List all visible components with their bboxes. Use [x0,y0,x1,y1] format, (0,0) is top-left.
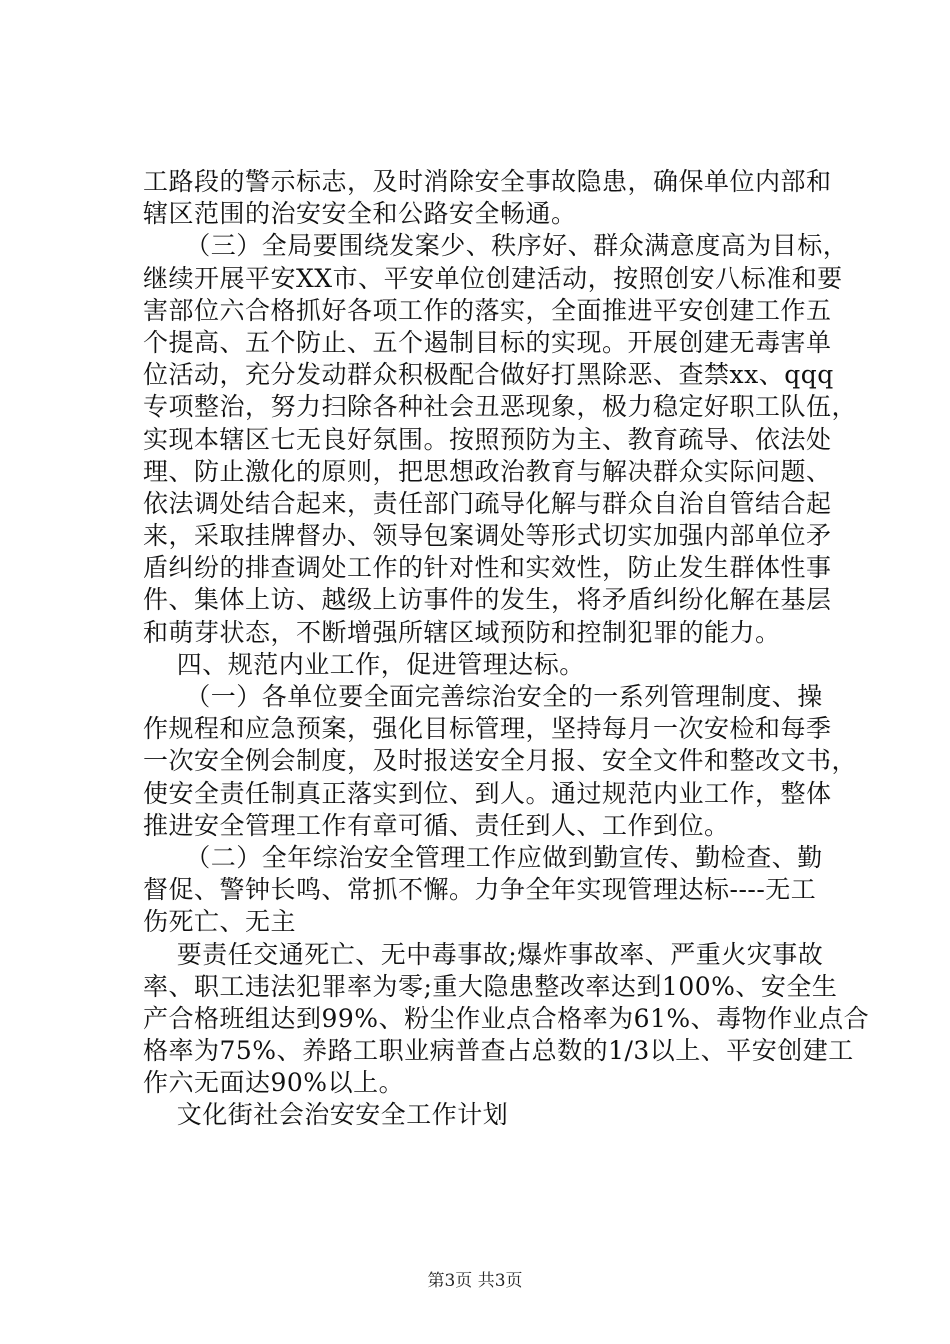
text-line: 害部位六合格抓好各项工作的落实，全面推进平安创建工作五 [143,295,832,325]
text-line: 辖区范围的治安安全和公路安全畅通。 [143,199,577,229]
text-line: 作六无面达90%以上。 [143,1068,405,1098]
section-heading: 四、规范内业工作，促进管理达标。 [143,649,585,679]
text-line: 专项整治，努力扫除各种社会丑恶现象，极力稳定好职工队伍， [143,392,858,422]
body-text [143,166,870,1132]
text-line: 伤死亡、无主 [143,907,297,937]
text-line: 推进安全管理工作有章可循、责任到人、工作到位。 [143,810,730,840]
text-line: 依法调处结合起来，责任部门疏导化解与群众自治自管结合起 [143,488,832,518]
text-line: 要责任交通死亡、无中毒事故;爆炸事故率、严重火灾事故 [143,939,824,969]
text-line: 一次安全例会制度，及时报送安全月报、安全文件和整改文书， [143,746,858,776]
text-line: 率、职工违法犯罪率为零;重大隐患整改率达到100%、安全生 [143,971,838,1001]
text-line: 来，采取挂牌督办、领导包案调处等形式切实加强内部单位矛 [143,521,832,551]
text-line: 件、集体上访、越级上访事件的发生，将矛盾纠纷化解在基层 [143,585,832,615]
text-line: 和萌芽状态，不断增强所辖区域预防和控制犯罪的能力。 [143,617,781,647]
text-line: 工路段的警示标志，及时消除安全事故隐患，确保单位内部和 [143,167,832,196]
text-line: （二）全年综治安全管理工作应做到勤宣传、勤检查、勤 [143,842,823,872]
text-line: 盾纠纷的排查调处工作的针对性和实效性，防止发生群体性事 [143,553,832,583]
text-line: 个提高、五个防止、五个遏制目标的实现。开展创建无毒害单 [143,327,832,357]
text-line: 格率为75%、养路工职业病普查占总数的1/3以上、平安创建工 [143,1036,854,1066]
page-footer [0,1270,950,1292]
text-line: 理、防止激化的原则，把思想政治教育与解决群众实际问题、 [143,456,832,486]
text-line: 继续开展平安XX市、平安单位创建活动，按照创安八标准和要 [143,263,843,293]
text-line: 督促、警钟长鸣、常抓不懈。力争全年实现管理达标----无工 [143,875,817,905]
text-line: 使安全责任制真正落实到位、到人。通过规范内业工作，整体 [143,778,832,808]
text-line: 产合格班组达到99%、粉尘作业点合格率为61%、毒物作业点合 [143,1003,870,1033]
text-line: 位活动，充分发动群众积极配合做好打黑除恶、查禁xx、qqq [143,360,834,390]
page-number: 第3页 共3页 [427,1271,523,1291]
document-title-line: 文化街社会治安安全工作计划 [143,1100,509,1130]
text-line: （一）各单位要全面完善综治安全的一系列管理制度、操 [143,682,823,711]
text-line: 作规程和应急预案，强化目标管理，坚持每月一次安检和每季 [143,714,832,744]
text-line: 实现本辖区七无良好氛围。按照预防为主、教育疏导、依法处 [143,424,832,454]
text-line: （三）全局要围绕发案少、秩序好、群众满意度高为目标， [143,231,849,261]
